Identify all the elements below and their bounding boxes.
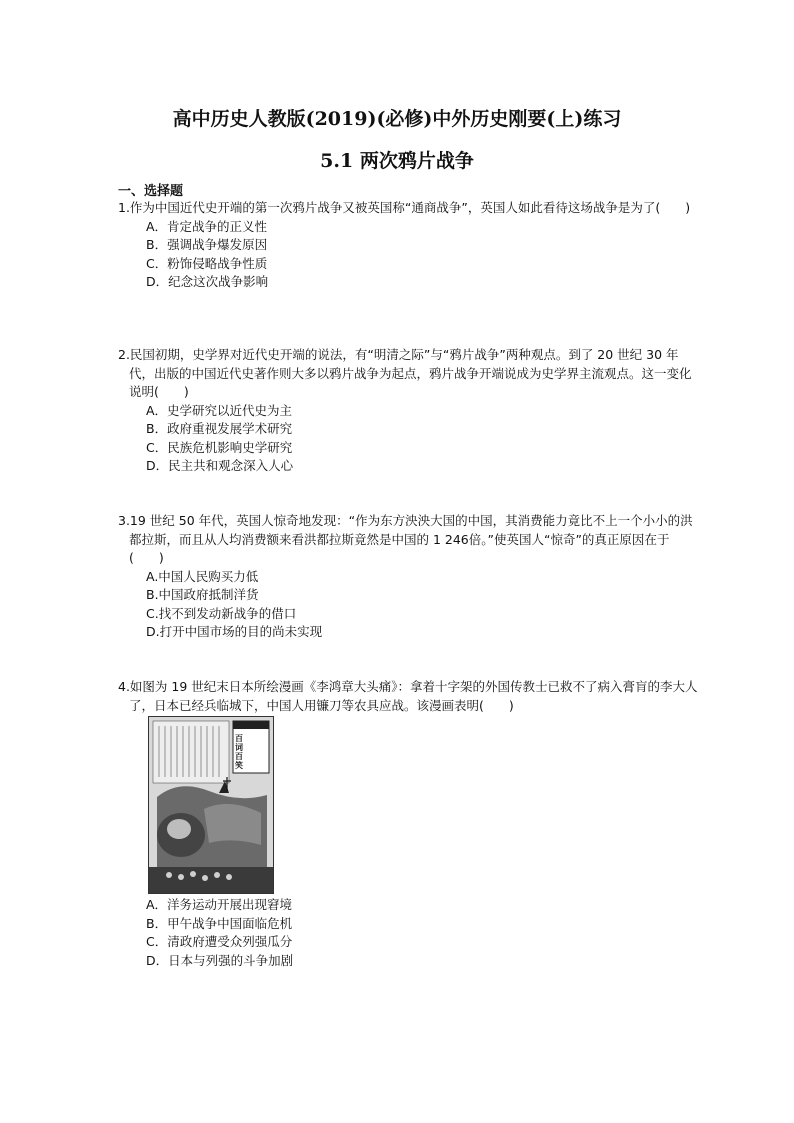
question-2 [118,346,703,476]
question-1 [118,199,703,292]
option-a: A.中国人民购买力低 [146,568,259,584]
comic-caption: 百词百笑 [235,734,243,770]
option-b: B.中国政府抵制洋货 [146,587,259,602]
comic-illustration [149,717,273,893]
option-c: C．民族危机影响史学研究 [146,439,293,455]
page-subtitle: 5.1 两次鸦片战争 [320,150,474,172]
question-4-options [118,896,703,970]
option-a: A．肯定战争的正义性 [146,218,268,234]
question-stem: 1.作为中国近代史开端的第一次鸦片战争又被英国称“通商战争”，英国人如此看待这场战争是为了( ) [118,200,691,215]
option-d: D．日本与列强的斗争加剧 [146,952,294,968]
question-stem: 2.民国初期，史学界对近代史开端的说法，有“明清之际”与“鸦片战争”两种观点。到了 20 世纪 30 年代，出版的中国近代史著作则大多以鸦片战争为起点，鸦片战争开端说成为史学界主流观点。这一变化说明( ) [118,347,692,399]
page-title: 高中历史人教版(2019)(必修)中外历史刚要(上)练习 [172,108,622,130]
option-a: A．洋务运动开展出现窘境 [146,897,293,912]
option-b: B．政府重视发展学术研究 [146,421,293,436]
option-b: B．强调战争爆发原因 [146,237,268,252]
comic-image [148,716,274,894]
option-d: D．纪念这次战争影响 [146,274,269,289]
question-4 [118,678,703,715]
question-3 [118,512,703,642]
option-d: D．民主共和观念深入人心 [146,458,294,473]
question-stem: 4.如图为 19 世纪末日本所绘漫画《李鸿章大头痛》：拿着十字架的外国传教士已救不了病入膏肓的李大人了，日本已经兵临城下，中国人用镰刀等农具应战。该漫画表明( ) [118,679,698,713]
option-b: B．甲午战争中国面临危机 [146,915,293,931]
option-c: C．粉饰侵略战争性质 [146,255,268,271]
option-d: D.打开中国市场的目的尚未实现 [146,624,323,639]
question-stem: 3.19 世纪 50 年代，英国人惊奇地发现：“作为东方泱泱大国的中国，其消费能力竟比不上一个小小的洪都拉斯，而且从人均消费额来看洪都拉斯竟然是中国的 1 246倍。”使英国人“惊奇”的真正原因在于( ) [118,513,693,565]
section-heading: 一、选择题 [118,184,184,199]
option-c: C．清政府遭受众列强瓜分 [146,934,293,949]
option-c: C.找不到发动新战争的借口 [146,605,297,621]
option-a: A．史学研究以近代史为主 [146,402,293,418]
